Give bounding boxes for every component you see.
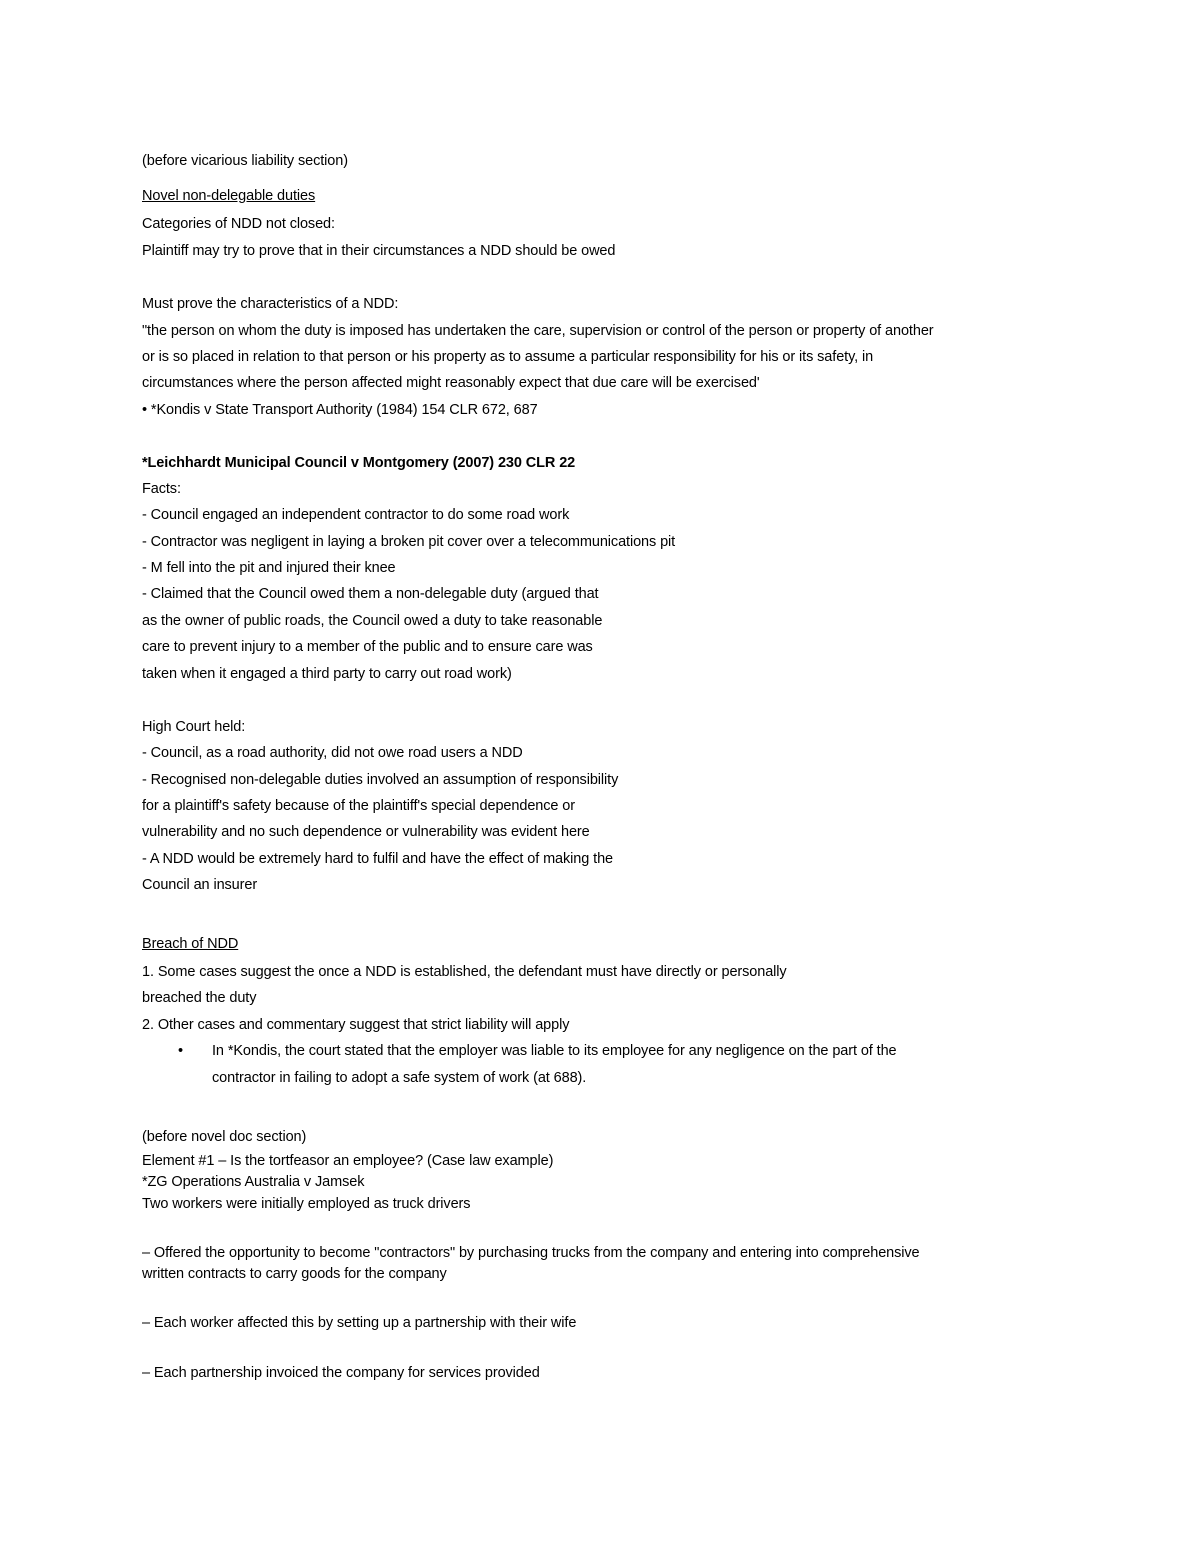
text-line: breached the duty: [142, 990, 257, 1006]
case-title: *Leichhardt Municipal Council v Montgomery (2007) 230 CLR 22: [142, 455, 576, 471]
heading-breach-ndd: Breach of NDD: [142, 936, 239, 952]
fact-line: - M fell into the pit and injured their knee: [142, 560, 396, 576]
held-line: - Council, as a road authority, did not owe road users a NDD: [142, 745, 523, 761]
heading-novel-ndd: Novel non-delegable duties: [142, 188, 316, 204]
fact-line: - Contractor was negligent in laying a broken pit cover over a telecommunications pit: [142, 534, 676, 550]
text-line: Categories of NDD not closed:: [142, 216, 335, 232]
fact-line: as the owner of public roads, the Council owed a duty to take reasonable: [142, 613, 603, 629]
section-note: (before vicarious liability section): [142, 153, 348, 169]
fact-line: - Council engaged an independent contractor to do some road work: [142, 507, 570, 523]
text-line: Plaintiff may try to prove that in their circumstances a NDD should be owed: [142, 243, 616, 259]
held-line: - Recognised non-delegable duties involved an assumption of responsibility: [142, 772, 619, 788]
quote-line: or is so placed in relation to that person or his property as to assume a particular responsibility for his or its safety, in: [142, 349, 874, 365]
point-line: written contracts to carry goods for the company: [142, 1266, 447, 1282]
fact-line: - Claimed that the Council owed them a non-delegable duty (argued that: [142, 586, 599, 602]
case-citation: • *Kondis v State Transport Authority (1984) 154 CLR 672, 687: [142, 402, 538, 418]
quote-line: "the person on whom the duty is imposed has undertaken the care, supervision or control of the person or property of another: [142, 323, 934, 339]
quote-line: circumstances where the person affected might reasonably expect that due care will be exercised': [142, 375, 760, 391]
facts-label: Facts:: [142, 481, 181, 497]
text-line: Must prove the characteristics of a NDD:: [142, 296, 399, 312]
bullet-symbol: •: [178, 1043, 184, 1059]
text-line: 1. Some cases suggest the once a NDD is established, the defendant must have directly or personally: [142, 964, 787, 980]
point-line: – Each partnership invoiced the company for services provided: [142, 1365, 540, 1381]
bullet-line: contractor in failing to adopt a safe system of work (at 688).: [212, 1070, 587, 1086]
fact-line: care to prevent injury to a member of the public and to ensure care was: [142, 639, 593, 655]
held-line: vulnerability and no such dependence or vulnerability was evident here: [142, 824, 590, 840]
held-line: - A NDD would be extremely hard to fulfil and have the effect of making the: [142, 851, 613, 867]
bullet-line: In *Kondis, the court stated that the employer was liable to its employee for any negligence on the part of the: [212, 1043, 897, 1059]
point-line: – Offered the opportunity to become "contractors" by purchasing trucks from the company and entering into comprehensive: [142, 1245, 920, 1261]
fact-line: taken when it engaged a third party to carry out road work): [142, 666, 512, 682]
held-line: for a plaintiff's safety because of the plaintiff's special dependence or: [142, 798, 575, 814]
held-line: Council an insurer: [142, 877, 258, 893]
text-line: 2. Other cases and commentary suggest that strict liability will apply: [142, 1017, 570, 1033]
text-line: Two workers were initially employed as truck drivers: [142, 1196, 471, 1212]
section-note: (before novel doc section): [142, 1129, 307, 1145]
element-heading: Element #1 – Is the tortfeasor an employee? (Case law example): [142, 1153, 554, 1169]
point-line: – Each worker affected this by setting up a partnership with their wife: [142, 1315, 577, 1331]
case-name: *ZG Operations Australia v Jamsek: [142, 1174, 365, 1190]
held-label: High Court held:: [142, 719, 246, 735]
